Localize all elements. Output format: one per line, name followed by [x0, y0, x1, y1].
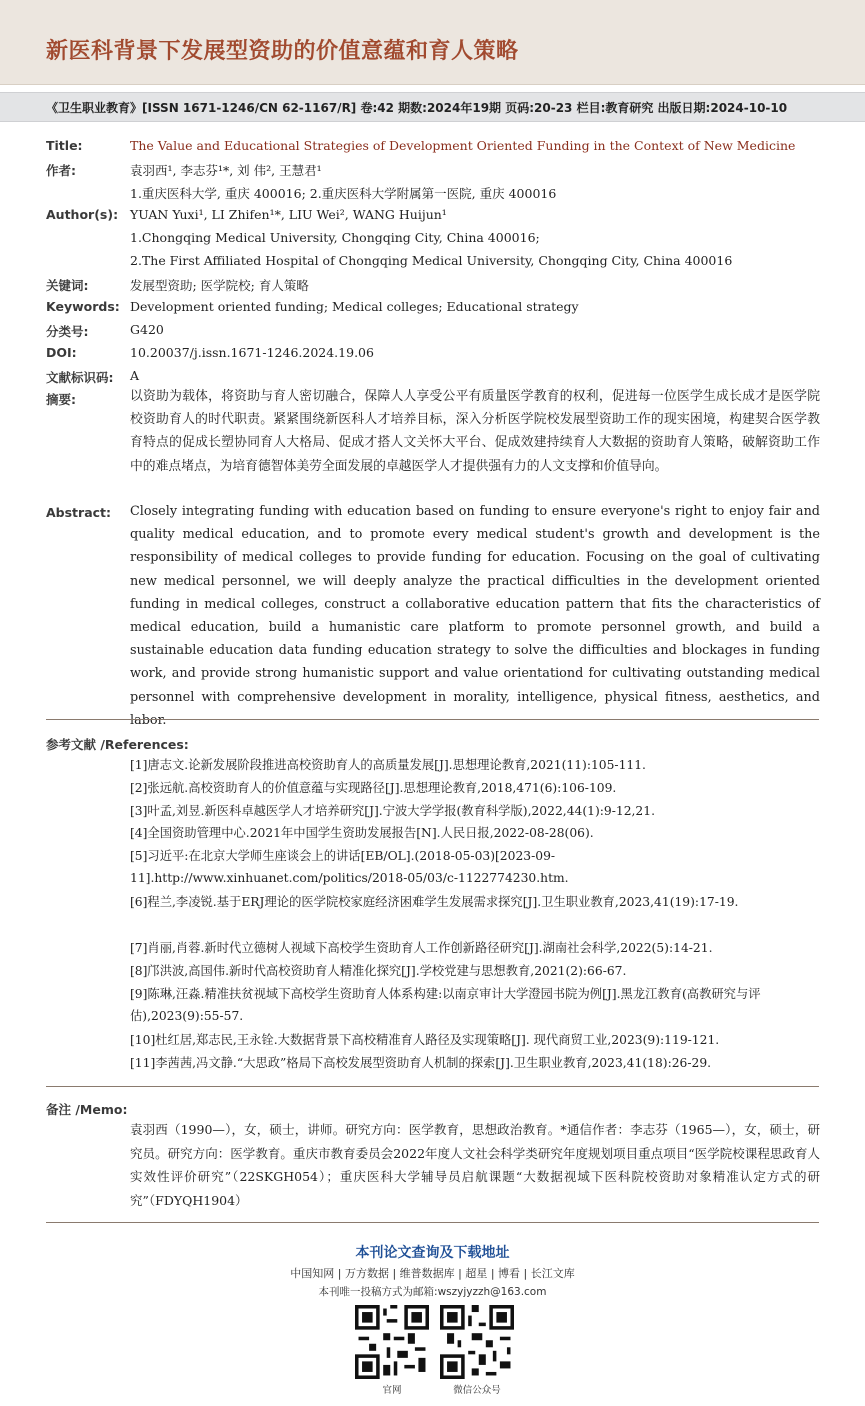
- authors-label: 作者:: [46, 163, 76, 178]
- title-value: The Value and Educational Strategies of Development Oriented Funding in the Context of New Medicine: [130, 138, 796, 153]
- abstract-cn-label: 摘要:: [46, 392, 76, 407]
- divider: [46, 1086, 819, 1087]
- header-banner: [0, 0, 865, 85]
- doi-value: 10.20037/j.issn.1671-1246.2024.19.06: [130, 345, 374, 360]
- keywords-cn-label: 关键词:: [46, 278, 89, 293]
- ref-item: [2]张远航.高校资助育人的价值意蕴与实现路径[J].思想理论教育,2018,471(6):106-109.: [130, 781, 617, 795]
- citation-text: 《卫生职业教育》[ISSN 1671-1246/CN 62-1167/R] 卷:42 期数:2024年19期 页码:20-23 栏目:教育研究 出版日期:2024-10-10: [46, 101, 788, 115]
- ref-item: [4]全国资助管理中心.2021年中国学生资助发展报告[N].人民日报,2022-08-28(06).: [130, 826, 594, 840]
- authors-value: 袁羽西¹, 李志芬¹*, 刘 伟², 王慧君¹: [130, 163, 322, 178]
- ref-item: [10]杜红居,郑志民,王永铨.大数据背景下高校精准育人路径及实现策略[J]. 现代商贸工业,2023(9):119-121.: [130, 1033, 720, 1047]
- affiliation-en-2: 2.The First Affiliated Hospital of Chongqing Medical University, Chongqing City, China 400016: [130, 253, 733, 268]
- ref-item: [11]李茜茜,冯文静.“大思政”格局下高校发展型资助育人机制的探索[J].卫生职业教育,2023,41(18):26-29.: [130, 1056, 712, 1070]
- footer-title: 本刊论文查询及下载地址: [355, 1245, 510, 1261]
- ref-item: [9]陈琳,汪淼.精准扶贫视域下高校学生资助育人体系构建:以南京审计大学澄园书院为例[J].黑龙江教育(高教研究与评估),2023(9):55-57.: [130, 987, 761, 1023]
- divider: [46, 1222, 819, 1223]
- ref-item: [1]唐志文.论新发展阶段推进高校资助育人的高质量发展[J].思想理论教育,2021(11):105-111.: [130, 758, 646, 772]
- ref-item: [3]叶孟,刘昱.新医科卓越医学人才培养研究[J].宁波大学学报(教育科学版),2022,44(1):9-12,21.: [130, 804, 655, 818]
- ref-item: [8]邝洪波,高国伟.新时代高校资助育人精准化探究[J].学校党建与思想教育,2021(2):66-67.: [130, 964, 627, 978]
- keywords-en-value: Development oriented funding; Medical colleges; Educational strategy: [130, 299, 579, 314]
- footer-databases: 中国知网 | 万方数据 | 维普数据库 | 超星 | 博看 | 长江文库: [290, 1267, 575, 1280]
- abstract-en: Closely integrating funding with education based on funding to ensure everyone's right to enjoy fair and quality medical education, and to promote every medical student's growth and development is the responsibility of medical colleges to provide funding for education. Focusing on the goal of cultivating new medical personnel, we will deeply analyze the practical difficulties in the development oriented funding in medical colleges, construct a collaborative education pattern that fits the characteristics of medical education, build a humanistic care platform to promote personnel growth, and build a sustainable education data funding education strategy to solve the difficulties and blockages in funding work, and provide strong humanistic support and value orientationd for cultivating outstanding medical personnel with comprehensive development in morality, intelligence, physical fitness, aesthetics, and labor.: [130, 504, 820, 728]
- abstract-cn: 以资助为载体，将资助与育人密切融合，保障人人享受公平有质量医学教育的权利，促进每一位医学生成长成才是医学院校资助育人的时代职责。紧紧围绕新医科人才培养目标，深入分析医学院校发展型资助工作的现实困境，构建契合医学教育特点的促成长塑协同育人大格局、促成才搭人文关怀大平台、促成效建持续育人大数据的资助育人策略，破解资助工作中的难点堵点，为培育德智体美劳全面发展的卓越医学人才提供强有力的人文支撑和价值导向。: [130, 389, 820, 474]
- memo-text: 袁羽西（1990—），女，硕士，讲师。研究方向：医学教育，思想政治教育。*通信作者：李志芬（1965—），女，硕士，研究员。研究方向：医学教育。重庆市教育委员会2022年度人文社会科学类研究年度规划项目重点项目“医学院校课程思政育人实效性评价研究”（22SKGH054）；重庆医科大学辅导员启航课题“大数据视域下医科院校资助对象精准认定方式的研究”（FDYQH1904）: [130, 1122, 820, 1208]
- affiliation-cn: 1.重庆医科大学, 重庆 400016; 2.重庆医科大学附属第一医院, 重庆 400016: [130, 186, 557, 201]
- affiliation-en-1: 1.Chongqing Medical University, Chongqing City, China 400016;: [130, 230, 540, 245]
- authors-en-label: Author(s):: [46, 207, 119, 222]
- qr-code-wechat[interactable]: [440, 1305, 514, 1379]
- qr-code-website[interactable]: [355, 1305, 429, 1379]
- doi-label: DOI:: [46, 345, 77, 360]
- qr-caption-wechat: 微信公众号: [453, 1385, 501, 1396]
- authors-en-value: YUAN Yuxi¹, LI Zhifen¹*, LIU Wei², WANG Huijun¹: [130, 207, 447, 222]
- memo-heading: 备注 /Memo:: [46, 1102, 128, 1117]
- qr-caption-website: 官网: [382, 1385, 402, 1396]
- keywords-cn-value: 发展型资助; 医学院校; 育人策略: [130, 278, 309, 293]
- references-heading: 参考文献 /References:: [46, 737, 189, 752]
- ref-item: [6]程兰,李凌锐.基于ERJ理论的医学院校家庭经济困难学生发展需求探究[J].卫生职业教育,2023,41(19):17-19.: [130, 895, 739, 909]
- ref-item: [7]肖丽,肖蓉.新时代立德树人视域下高校学生资助育人工作创新路径研究[J].湖南社会科学,2022(5):14-21.: [130, 941, 713, 955]
- abstract-en-label: Abstract:: [46, 505, 112, 520]
- class-value: G420: [130, 322, 164, 337]
- class-label: 分类号:: [46, 324, 89, 339]
- ref-item: [5]习近平:在北京大学师生座谈会上的讲话[EB/OL].(2018-05-03)[2023-09-11].http://www.xinhuanet.com/politics/2018-05/03/c-1122774230.htm.: [130, 849, 569, 885]
- citation-bar: [0, 92, 865, 122]
- divider: [46, 719, 819, 720]
- footer-email: 本刊唯一投稿方式为邮箱:wszyjyzzh@163.com: [318, 1286, 547, 1298]
- title-label: Title:: [46, 138, 83, 153]
- doccode-value: A: [130, 368, 140, 383]
- page-title: 新医科背景下发展型资助的价值意蕴和育人策略: [46, 39, 519, 64]
- doccode-label: 文献标识码:: [46, 370, 114, 385]
- keywords-en-label: Keywords:: [46, 299, 120, 314]
